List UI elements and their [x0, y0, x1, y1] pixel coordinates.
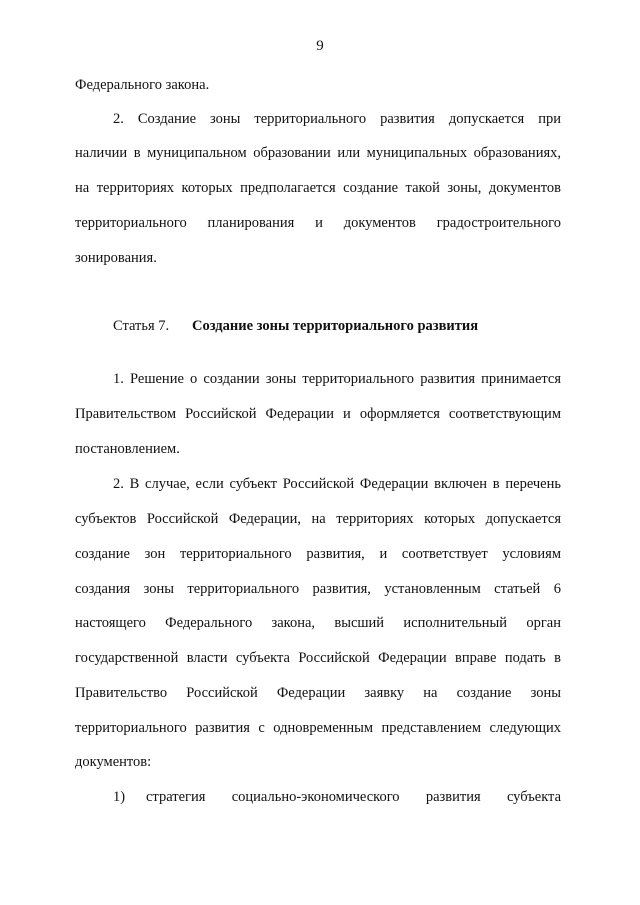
list-item-marker: 1): [113, 789, 126, 805]
intro-item2-line-1: 2. Создание зоны территориального развития допускается при: [113, 111, 561, 127]
article-para2-line-7: Правительство Российской Федерации заявку на создание зоны: [75, 685, 561, 701]
article-para2-line-4: создания зоны территориального развития, установленным статьей 6: [75, 581, 561, 597]
intro-item2-line-3: на территориях которых предполагается создание такой зоны, документов: [75, 180, 561, 196]
article-para1-line-1: 1. Решение о создании зоны территориального развития принимается: [113, 371, 561, 387]
article-para2-line-6: государственной власти субъекта Российской Федерации вправе подать в: [75, 650, 561, 666]
article-para2-line-1: 2. В случае, если субъект Российской Федерации включен в перечень: [113, 476, 561, 492]
intro-item2-line-2: наличии в муниципальном образовании или муниципальных образованиях,: [75, 145, 561, 161]
article-title: Создание зоны территориального развития: [192, 318, 479, 334]
intro-item2-line-4: территориального планирования и документов градостроительного: [75, 215, 561, 231]
article-para2-line-9: документов:: [75, 754, 152, 770]
article-para2-line-2: субъектов Российской Федерации, на территориях которых допускается: [75, 511, 561, 527]
continuation-text: Федерального закона.: [75, 77, 210, 93]
article-para2-line-8: территориального развития с одновременным представлением следующих: [75, 720, 561, 736]
article-number: Статья 7.: [113, 318, 170, 334]
article-para1-line-3: постановлением.: [75, 441, 180, 457]
page-number: 9: [316, 38, 324, 54]
list-item-text: стратегия социально-экономического развития субъекта: [146, 789, 561, 805]
article-para1-line-2: Правительством Российской Федерации и оформляется соответствующим: [75, 406, 561, 422]
intro-item2-line-5: зонирования.: [75, 250, 157, 266]
article-para2-line-5: настоящего Федерального закона, высший исполнительный орган: [75, 615, 561, 631]
article-para2-line-3: создание зон территориального развития, и соответствует условиям: [75, 546, 561, 562]
